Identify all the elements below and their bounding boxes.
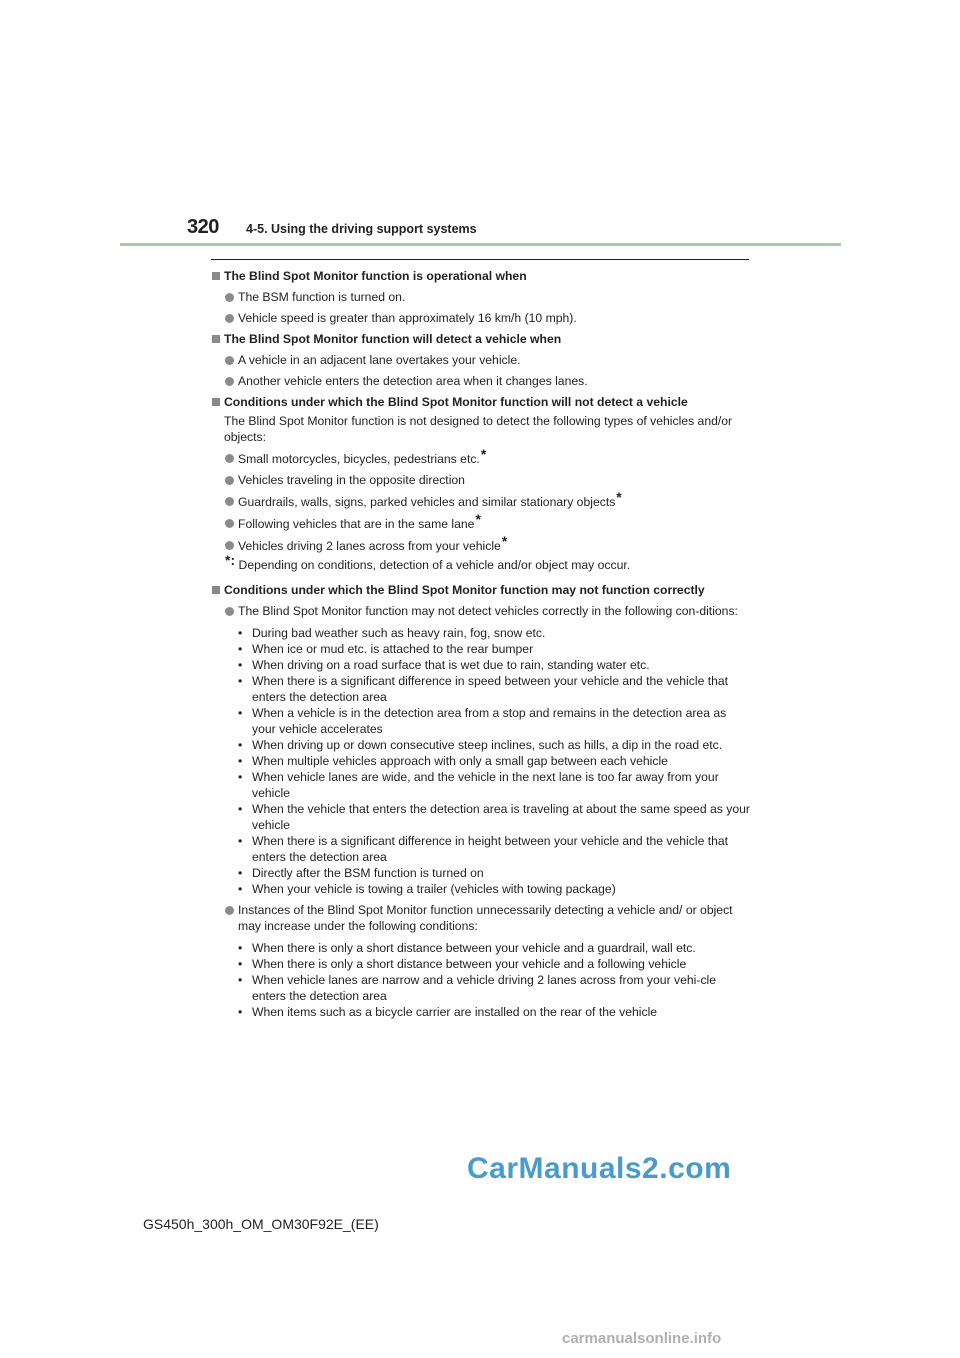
heading-detect: The Blind Spot Monitor function will detect a vehicle when	[211, 331, 751, 347]
sub-list-item: • When driving on a road surface that is wet due to rain, standing water etc.	[238, 658, 650, 672]
sub-list-item: • When items such as a bicycle carrier are installed on the rear of the vehicle	[238, 1005, 658, 1019]
heading-not-detect: Conditions under which the Blind Spot Monitor function will not detect a vehicle	[211, 394, 751, 410]
page-header	[187, 216, 747, 240]
watermark: carmanualsonline.info	[562, 1330, 722, 1347]
asterisk: *	[501, 533, 508, 549]
circle-bullet-icon	[225, 541, 234, 550]
sub-list-item: • During bad weather such as heavy rain, fog, snow etc.	[238, 626, 546, 640]
list-item: The Blind Spot Monitor function may not detect vehicles correctly in the following con-ditions:	[211, 603, 751, 619]
site-logo: CarManuals2.com	[467, 1152, 732, 1185]
circle-bullet-icon	[225, 356, 234, 365]
list-item: Guardrails, walls, signs, parked vehicles and similar stationary objects*	[211, 493, 751, 510]
square-bullet-icon	[212, 272, 220, 280]
list-item: The BSM function is turned on.	[211, 289, 751, 305]
intro-paragraph: The Blind Spot Monitor function is not designed to detect the following types of vehicles and/or objects:	[224, 414, 733, 444]
sub-list-item: • When ice or mud etc. is attached to the rear bumper	[238, 642, 534, 656]
footer-doc-id: GS450h_300h_OM_OM30F92E_(EE)	[143, 1216, 379, 1232]
list-item: Vehicle speed is greater than approximately 16 km/h (10 mph).	[211, 310, 751, 326]
asterisk: *	[480, 446, 487, 462]
square-bullet-icon	[212, 335, 220, 343]
heading-operational: The Blind Spot Monitor function is operational when	[211, 268, 751, 284]
page-number: 320	[187, 216, 219, 238]
section-title: 4-5. Using the driving support systems	[246, 222, 477, 236]
sub-list-item: • When there is a significant difference in speed between your vehicle and the vehicle that enters the detection area	[238, 674, 729, 704]
sub-list-item: • When a vehicle is in the detection area from a stop and remains in the detection area as your vehicle accelerates	[238, 706, 727, 736]
sub-list-item: • When multiple vehicles approach with only a small gap between each vehicle	[238, 754, 668, 768]
heading-not-correct: Conditions under which the Blind Spot Monitor function may not function correctly	[211, 582, 751, 598]
asterisk: *	[616, 489, 622, 505]
square-bullet-icon	[212, 586, 220, 594]
circle-bullet-icon	[225, 906, 234, 915]
list-item: Another vehicle enters the detection area when it changes lanes.	[211, 373, 751, 389]
footnote: *: Depending on conditions, detection of a vehicle and/or object may occur.	[225, 552, 631, 572]
sub-list-item: • When your vehicle is towing a trailer (vehicles with towing package)	[238, 882, 616, 896]
list-item: Instances of the Blind Spot Monitor function unnecessarily detecting a vehicle and/ or object may increase under the following conditions:	[211, 902, 751, 934]
circle-bullet-icon	[225, 377, 234, 386]
page-content	[211, 268, 751, 1020]
header-divider	[120, 243, 841, 246]
sub-list-item: • When there is only a short distance between your vehicle and a guardrail, wall etc.	[238, 941, 696, 955]
asterisk: *	[475, 511, 481, 527]
sub-list-item: • When there is only a short distance between your vehicle and a following vehicle	[238, 957, 687, 971]
sub-list-item: • When driving up or down consecutive steep inclines, such as hills, a dip in the road etc.	[238, 738, 723, 752]
sub-list	[211, 940, 751, 1020]
sub-list	[211, 625, 751, 897]
sub-list-item: • When vehicle lanes are wide, and the vehicle in the next lane is too far away from your vehicle	[238, 770, 719, 800]
circle-bullet-icon	[225, 497, 234, 506]
sub-list-item: • When the vehicle that enters the detection area is traveling at about the same speed as your vehicle	[238, 802, 750, 832]
circle-bullet-icon	[225, 454, 234, 463]
circle-bullet-icon	[225, 476, 234, 485]
list-item: A vehicle in an adjacent lane overtakes your vehicle.	[211, 352, 751, 368]
list-item: Vehicles traveling in the opposite direction	[211, 472, 751, 488]
circle-bullet-icon	[225, 293, 234, 302]
footnote-mark: *:	[225, 552, 236, 568]
square-bullet-icon	[212, 398, 220, 406]
sub-list-item: • When there is a significant difference in height between your vehicle and the vehicle that enters the detection area	[238, 834, 729, 864]
list-item: Small motorcycles, bicycles, pedestrians etc.*	[211, 450, 751, 467]
list-item: Vehicles driving 2 lanes across from your vehicle*	[211, 537, 751, 554]
list-item: Following vehicles that are in the same lane*	[211, 515, 751, 532]
circle-bullet-icon	[225, 519, 234, 528]
circle-bullet-icon	[225, 314, 234, 323]
content-divider	[211, 259, 749, 260]
sub-list-item: • When vehicle lanes are narrow and a vehicle driving 2 lanes across from your vehi-cle enters the detection area	[238, 973, 717, 1003]
sub-list-item: • Directly after the BSM function is turned on	[238, 866, 484, 880]
circle-bullet-icon	[225, 607, 234, 616]
